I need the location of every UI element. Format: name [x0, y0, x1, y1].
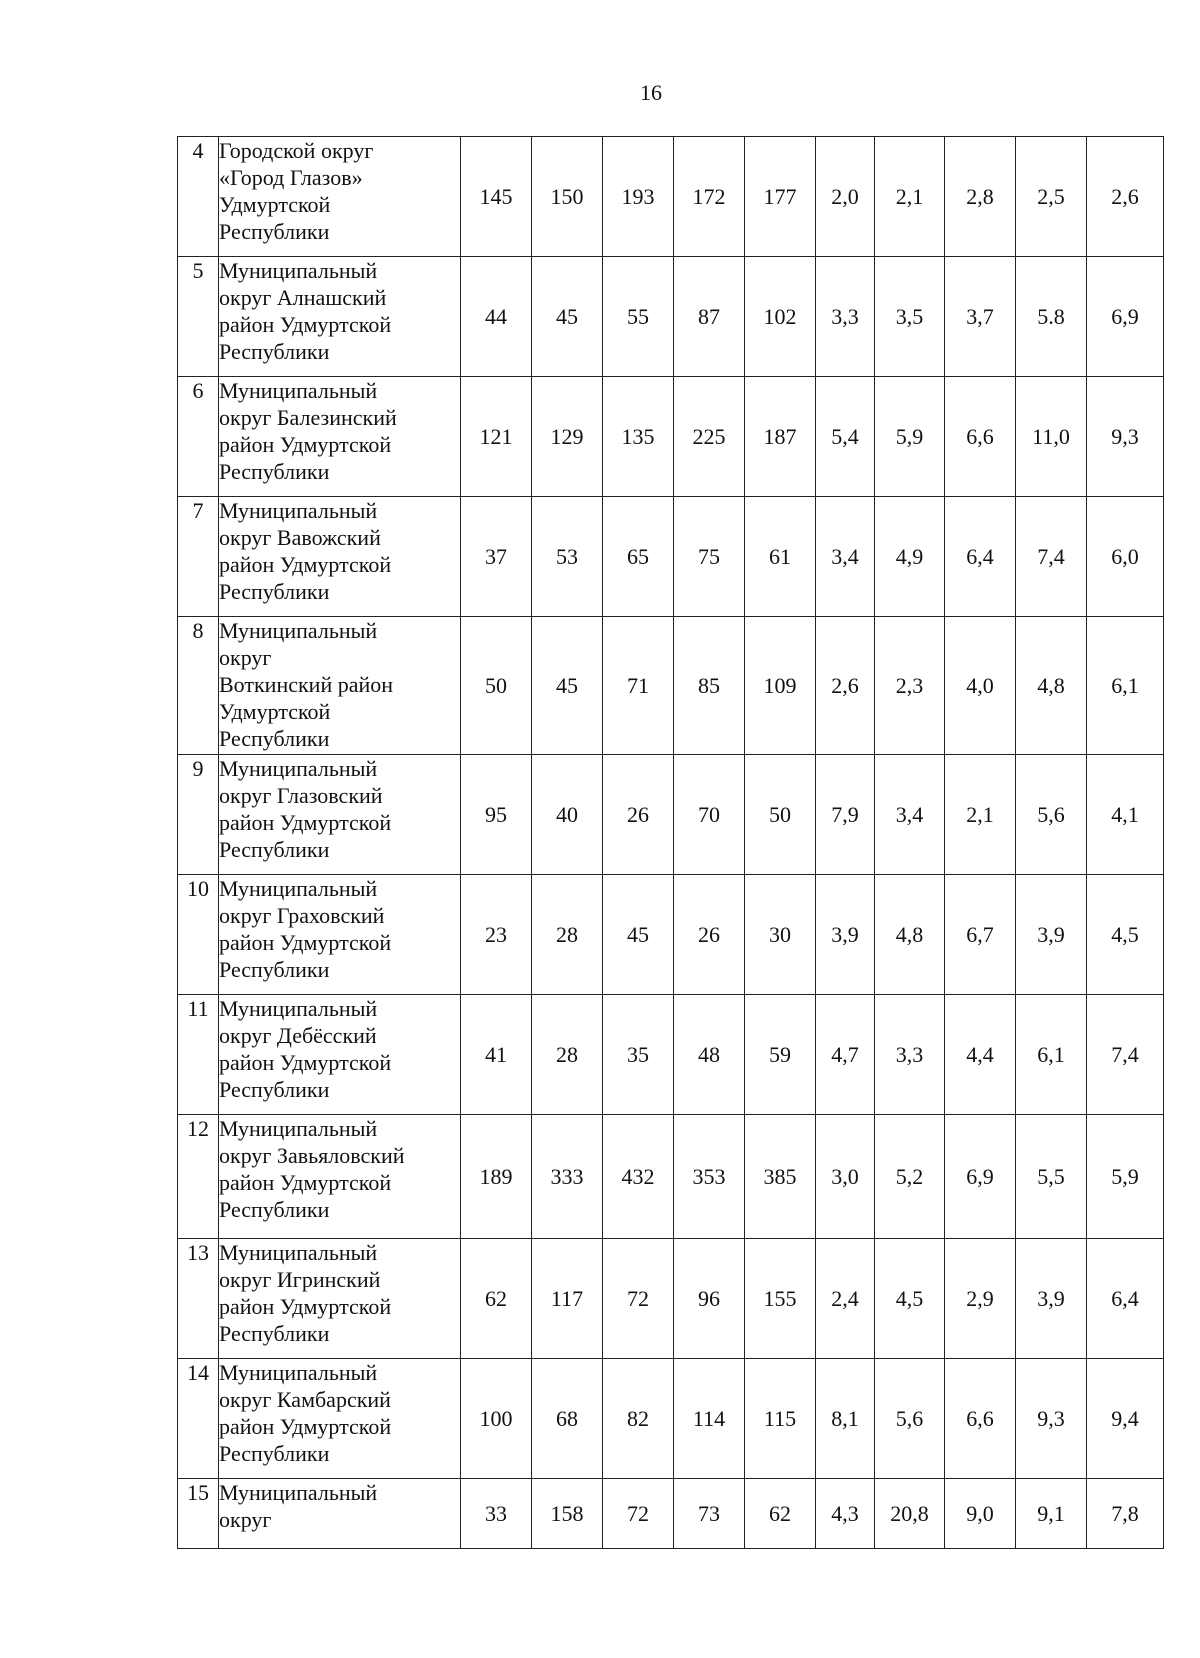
- municipality-name-line: район Удмуртской: [219, 1414, 392, 1439]
- value-cell: 26: [603, 755, 674, 875]
- row-number-cell: 14: [178, 1359, 219, 1479]
- value-cell: 20,8: [875, 1479, 945, 1549]
- value-cell: 6,7: [945, 875, 1016, 995]
- value-cell: 87: [674, 257, 745, 377]
- value-cell: 45: [603, 875, 674, 995]
- municipality-name-line: округ Балезинский: [219, 405, 397, 430]
- value-cell: 225: [674, 377, 745, 497]
- value-cell: 48: [674, 995, 745, 1115]
- value-cell: 3,5: [875, 257, 945, 377]
- municipality-name-line: Муниципальный: [219, 1360, 378, 1385]
- table-row: [178, 1479, 1164, 1549]
- municipality-name-line: Республики: [219, 579, 330, 604]
- municipality-name-line: округ Дебёсский: [219, 1023, 377, 1048]
- value-cell: 4,5: [1087, 875, 1164, 995]
- value-cell: 6,6: [945, 377, 1016, 497]
- table-row: [178, 1239, 1164, 1359]
- value-cell: 9,0: [945, 1479, 1016, 1549]
- value-cell: 28: [532, 995, 603, 1115]
- value-cell: 2,0: [816, 137, 875, 257]
- value-cell: 385: [745, 1115, 816, 1239]
- value-cell: 145: [461, 137, 532, 257]
- municipality-name-line: Муниципальный: [219, 996, 378, 1021]
- value-cell: 30: [745, 875, 816, 995]
- table-row: [178, 377, 1164, 497]
- municipality-name-cell: [219, 1479, 461, 1549]
- value-cell: 115: [745, 1359, 816, 1479]
- value-cell: 5,6: [1016, 755, 1087, 875]
- municipality-name-line: округ Завьяловский: [219, 1143, 405, 1168]
- value-cell: 5,6: [875, 1359, 945, 1479]
- municipality-name-line: округ Вавожский: [219, 525, 381, 550]
- municipality-name-line: округ Камбарский: [219, 1387, 391, 1412]
- value-cell: 2,1: [945, 755, 1016, 875]
- value-cell: 6,6: [945, 1359, 1016, 1479]
- municipality-name-line: Городской округ: [219, 138, 374, 163]
- row-number-cell: 7: [178, 497, 219, 617]
- table-row: [178, 617, 1164, 755]
- row-number-cell: 12: [178, 1115, 219, 1239]
- value-cell: 7,4: [1087, 995, 1164, 1115]
- municipality-name-line: Республики: [219, 957, 330, 982]
- value-cell: 4,1: [1087, 755, 1164, 875]
- municipality-name-line: район Удмуртской: [219, 930, 392, 955]
- municipality-name-line: Муниципальный: [219, 1116, 378, 1141]
- value-cell: 3,7: [945, 257, 1016, 377]
- municipality-name-cell: [219, 1239, 461, 1359]
- row-number-cell: 10: [178, 875, 219, 995]
- value-cell: 26: [674, 875, 745, 995]
- value-cell: 65: [603, 497, 674, 617]
- value-cell: 102: [745, 257, 816, 377]
- value-cell: 50: [461, 617, 532, 755]
- value-cell: 73: [674, 1479, 745, 1549]
- table-row: [178, 137, 1164, 257]
- value-cell: 4,9: [875, 497, 945, 617]
- municipality-name-line: Республики: [219, 1321, 330, 1346]
- row-number-cell: 9: [178, 755, 219, 875]
- value-cell: 333: [532, 1115, 603, 1239]
- value-cell: 53: [532, 497, 603, 617]
- municipality-name-line: округ: [219, 645, 272, 670]
- value-cell: 172: [674, 137, 745, 257]
- value-cell: 37: [461, 497, 532, 617]
- municipality-name-line: Республики: [219, 1077, 330, 1102]
- municipality-name-line: район Удмуртской: [219, 312, 392, 337]
- row-number-cell: 6: [178, 377, 219, 497]
- value-cell: 155: [745, 1239, 816, 1359]
- municipality-name-cell: [219, 497, 461, 617]
- value-cell: 11,0: [1016, 377, 1087, 497]
- value-cell: 2,6: [1087, 137, 1164, 257]
- value-cell: 117: [532, 1239, 603, 1359]
- value-cell: 2,5: [1016, 137, 1087, 257]
- municipality-name-line: «Город Глазов»: [219, 165, 363, 190]
- value-cell: 2,8: [945, 137, 1016, 257]
- table-row: [178, 1359, 1164, 1479]
- value-cell: 353: [674, 1115, 745, 1239]
- value-cell: 3,4: [875, 755, 945, 875]
- value-cell: 2,6: [816, 617, 875, 755]
- value-cell: 2,9: [945, 1239, 1016, 1359]
- value-cell: 96: [674, 1239, 745, 1359]
- value-cell: 95: [461, 755, 532, 875]
- value-cell: 3,3: [875, 995, 945, 1115]
- value-cell: 193: [603, 137, 674, 257]
- value-cell: 121: [461, 377, 532, 497]
- value-cell: 3,4: [816, 497, 875, 617]
- value-cell: 7,8: [1087, 1479, 1164, 1549]
- municipality-name-line: округ: [219, 1507, 272, 1532]
- value-cell: 187: [745, 377, 816, 497]
- value-cell: 4,8: [1016, 617, 1087, 755]
- value-cell: 4,7: [816, 995, 875, 1115]
- municipality-name-cell: [219, 1115, 461, 1239]
- value-cell: 3,9: [1016, 1239, 1087, 1359]
- row-number-cell: 15: [178, 1479, 219, 1549]
- value-cell: 50: [745, 755, 816, 875]
- municipality-name-line: Республики: [219, 219, 330, 244]
- value-cell: 6,9: [945, 1115, 1016, 1239]
- value-cell: 28: [532, 875, 603, 995]
- value-cell: 150: [532, 137, 603, 257]
- municipality-name-line: Муниципальный: [219, 756, 378, 781]
- value-cell: 7,9: [816, 755, 875, 875]
- value-cell: 4,4: [945, 995, 1016, 1115]
- value-cell: 6,9: [1087, 257, 1164, 377]
- row-number-cell: 4: [178, 137, 219, 257]
- value-cell: 6,4: [945, 497, 1016, 617]
- municipality-name-line: Муниципальный: [219, 876, 378, 901]
- value-cell: 61: [745, 497, 816, 617]
- value-cell: 68: [532, 1359, 603, 1479]
- municipality-name-line: Удмуртской: [219, 192, 331, 217]
- value-cell: 432: [603, 1115, 674, 1239]
- value-cell: 8,1: [816, 1359, 875, 1479]
- value-cell: 6,1: [1087, 617, 1164, 755]
- municipality-name-line: район Удмуртской: [219, 1294, 392, 1319]
- municipality-name-line: Муниципальный: [219, 498, 378, 523]
- municipality-name-line: Республики: [219, 837, 330, 862]
- value-cell: 85: [674, 617, 745, 755]
- municipality-name-line: район Удмуртской: [219, 552, 392, 577]
- value-cell: 9,4: [1087, 1359, 1164, 1479]
- municipality-name-line: район Удмуртской: [219, 1170, 392, 1195]
- table-row: [178, 257, 1164, 377]
- value-cell: 75: [674, 497, 745, 617]
- value-cell: 5,5: [1016, 1115, 1087, 1239]
- municipality-name-line: район Удмуртской: [219, 432, 392, 457]
- value-cell: 62: [745, 1479, 816, 1549]
- value-cell: 55: [603, 257, 674, 377]
- value-cell: 2,3: [875, 617, 945, 755]
- value-cell: 177: [745, 137, 816, 257]
- value-cell: 4,3: [816, 1479, 875, 1549]
- municipality-name-line: Муниципальный: [219, 1240, 378, 1265]
- value-cell: 4,5: [875, 1239, 945, 1359]
- value-cell: 9,1: [1016, 1479, 1087, 1549]
- value-cell: 6,0: [1087, 497, 1164, 617]
- value-cell: 33: [461, 1479, 532, 1549]
- value-cell: 9,3: [1016, 1359, 1087, 1479]
- value-cell: 72: [603, 1239, 674, 1359]
- municipality-name-cell: [219, 995, 461, 1115]
- value-cell: 109: [745, 617, 816, 755]
- municipality-name-line: округ Игринский: [219, 1267, 381, 1292]
- value-cell: 189: [461, 1115, 532, 1239]
- table-row: [178, 755, 1164, 875]
- value-cell: 35: [603, 995, 674, 1115]
- statistics-table: [177, 136, 1164, 1549]
- value-cell: 41: [461, 995, 532, 1115]
- municipality-name-line: район Удмуртской: [219, 1050, 392, 1075]
- value-cell: 23: [461, 875, 532, 995]
- value-cell: 9,3: [1087, 377, 1164, 497]
- value-cell: 45: [532, 257, 603, 377]
- municipality-name-line: Удмуртской: [219, 699, 331, 724]
- municipality-name-cell: [219, 1359, 461, 1479]
- value-cell: 72: [603, 1479, 674, 1549]
- municipality-name-line: Республики: [219, 459, 330, 484]
- value-cell: 6,1: [1016, 995, 1087, 1115]
- municipality-name-line: округ Алнашский: [219, 285, 387, 310]
- table-row: [178, 875, 1164, 995]
- value-cell: 45: [532, 617, 603, 755]
- value-cell: 3,0: [816, 1115, 875, 1239]
- value-cell: 2,1: [875, 137, 945, 257]
- municipality-name-line: округ Глазовский: [219, 783, 383, 808]
- value-cell: 5,4: [816, 377, 875, 497]
- value-cell: 4,8: [875, 875, 945, 995]
- municipality-name-line: Муниципальный: [219, 378, 378, 403]
- value-cell: 40: [532, 755, 603, 875]
- municipality-name-line: Республики: [219, 726, 330, 751]
- municipality-name-line: Муниципальный: [219, 1480, 378, 1505]
- municipality-name-line: Республики: [219, 1197, 330, 1222]
- value-cell: 135: [603, 377, 674, 497]
- value-cell: 5,9: [1087, 1115, 1164, 1239]
- value-cell: 3,9: [816, 875, 875, 995]
- municipality-name-line: Муниципальный: [219, 258, 378, 283]
- table-row: [178, 1115, 1164, 1239]
- municipality-name-cell: [219, 257, 461, 377]
- value-cell: 59: [745, 995, 816, 1115]
- municipality-name-line: Воткинский район: [219, 672, 394, 697]
- value-cell: 2,4: [816, 1239, 875, 1359]
- value-cell: 114: [674, 1359, 745, 1479]
- value-cell: 100: [461, 1359, 532, 1479]
- table-row: [178, 497, 1164, 617]
- municipality-name-line: район Удмуртской: [219, 810, 392, 835]
- municipality-name-line: Республики: [219, 1441, 330, 1466]
- table-body: [178, 137, 1164, 1549]
- row-number-cell: 8: [178, 617, 219, 755]
- value-cell: 129: [532, 377, 603, 497]
- value-cell: 82: [603, 1359, 674, 1479]
- row-number-cell: 5: [178, 257, 219, 377]
- municipality-name-line: Муниципальный: [219, 618, 378, 643]
- value-cell: 158: [532, 1479, 603, 1549]
- municipality-name-cell: [219, 377, 461, 497]
- value-cell: 5.8: [1016, 257, 1087, 377]
- municipality-name-cell: [219, 755, 461, 875]
- value-cell: 5,9: [875, 377, 945, 497]
- row-number-cell: 11: [178, 995, 219, 1115]
- value-cell: 44: [461, 257, 532, 377]
- municipality-name-line: округ Граховский: [219, 903, 385, 928]
- table-row: [178, 995, 1164, 1115]
- value-cell: 70: [674, 755, 745, 875]
- page-number: 16: [640, 80, 662, 105]
- value-cell: 4,0: [945, 617, 1016, 755]
- value-cell: 3,9: [1016, 875, 1087, 995]
- municipality-name-line: Республики: [219, 339, 330, 364]
- value-cell: 7,4: [1016, 497, 1087, 617]
- row-number-cell: 13: [178, 1239, 219, 1359]
- value-cell: 5,2: [875, 1115, 945, 1239]
- municipality-name-cell: [219, 137, 461, 257]
- value-cell: 62: [461, 1239, 532, 1359]
- municipality-name-cell: [219, 875, 461, 995]
- value-cell: 3,3: [816, 257, 875, 377]
- municipality-name-cell: [219, 617, 461, 755]
- value-cell: 6,4: [1087, 1239, 1164, 1359]
- value-cell: 71: [603, 617, 674, 755]
